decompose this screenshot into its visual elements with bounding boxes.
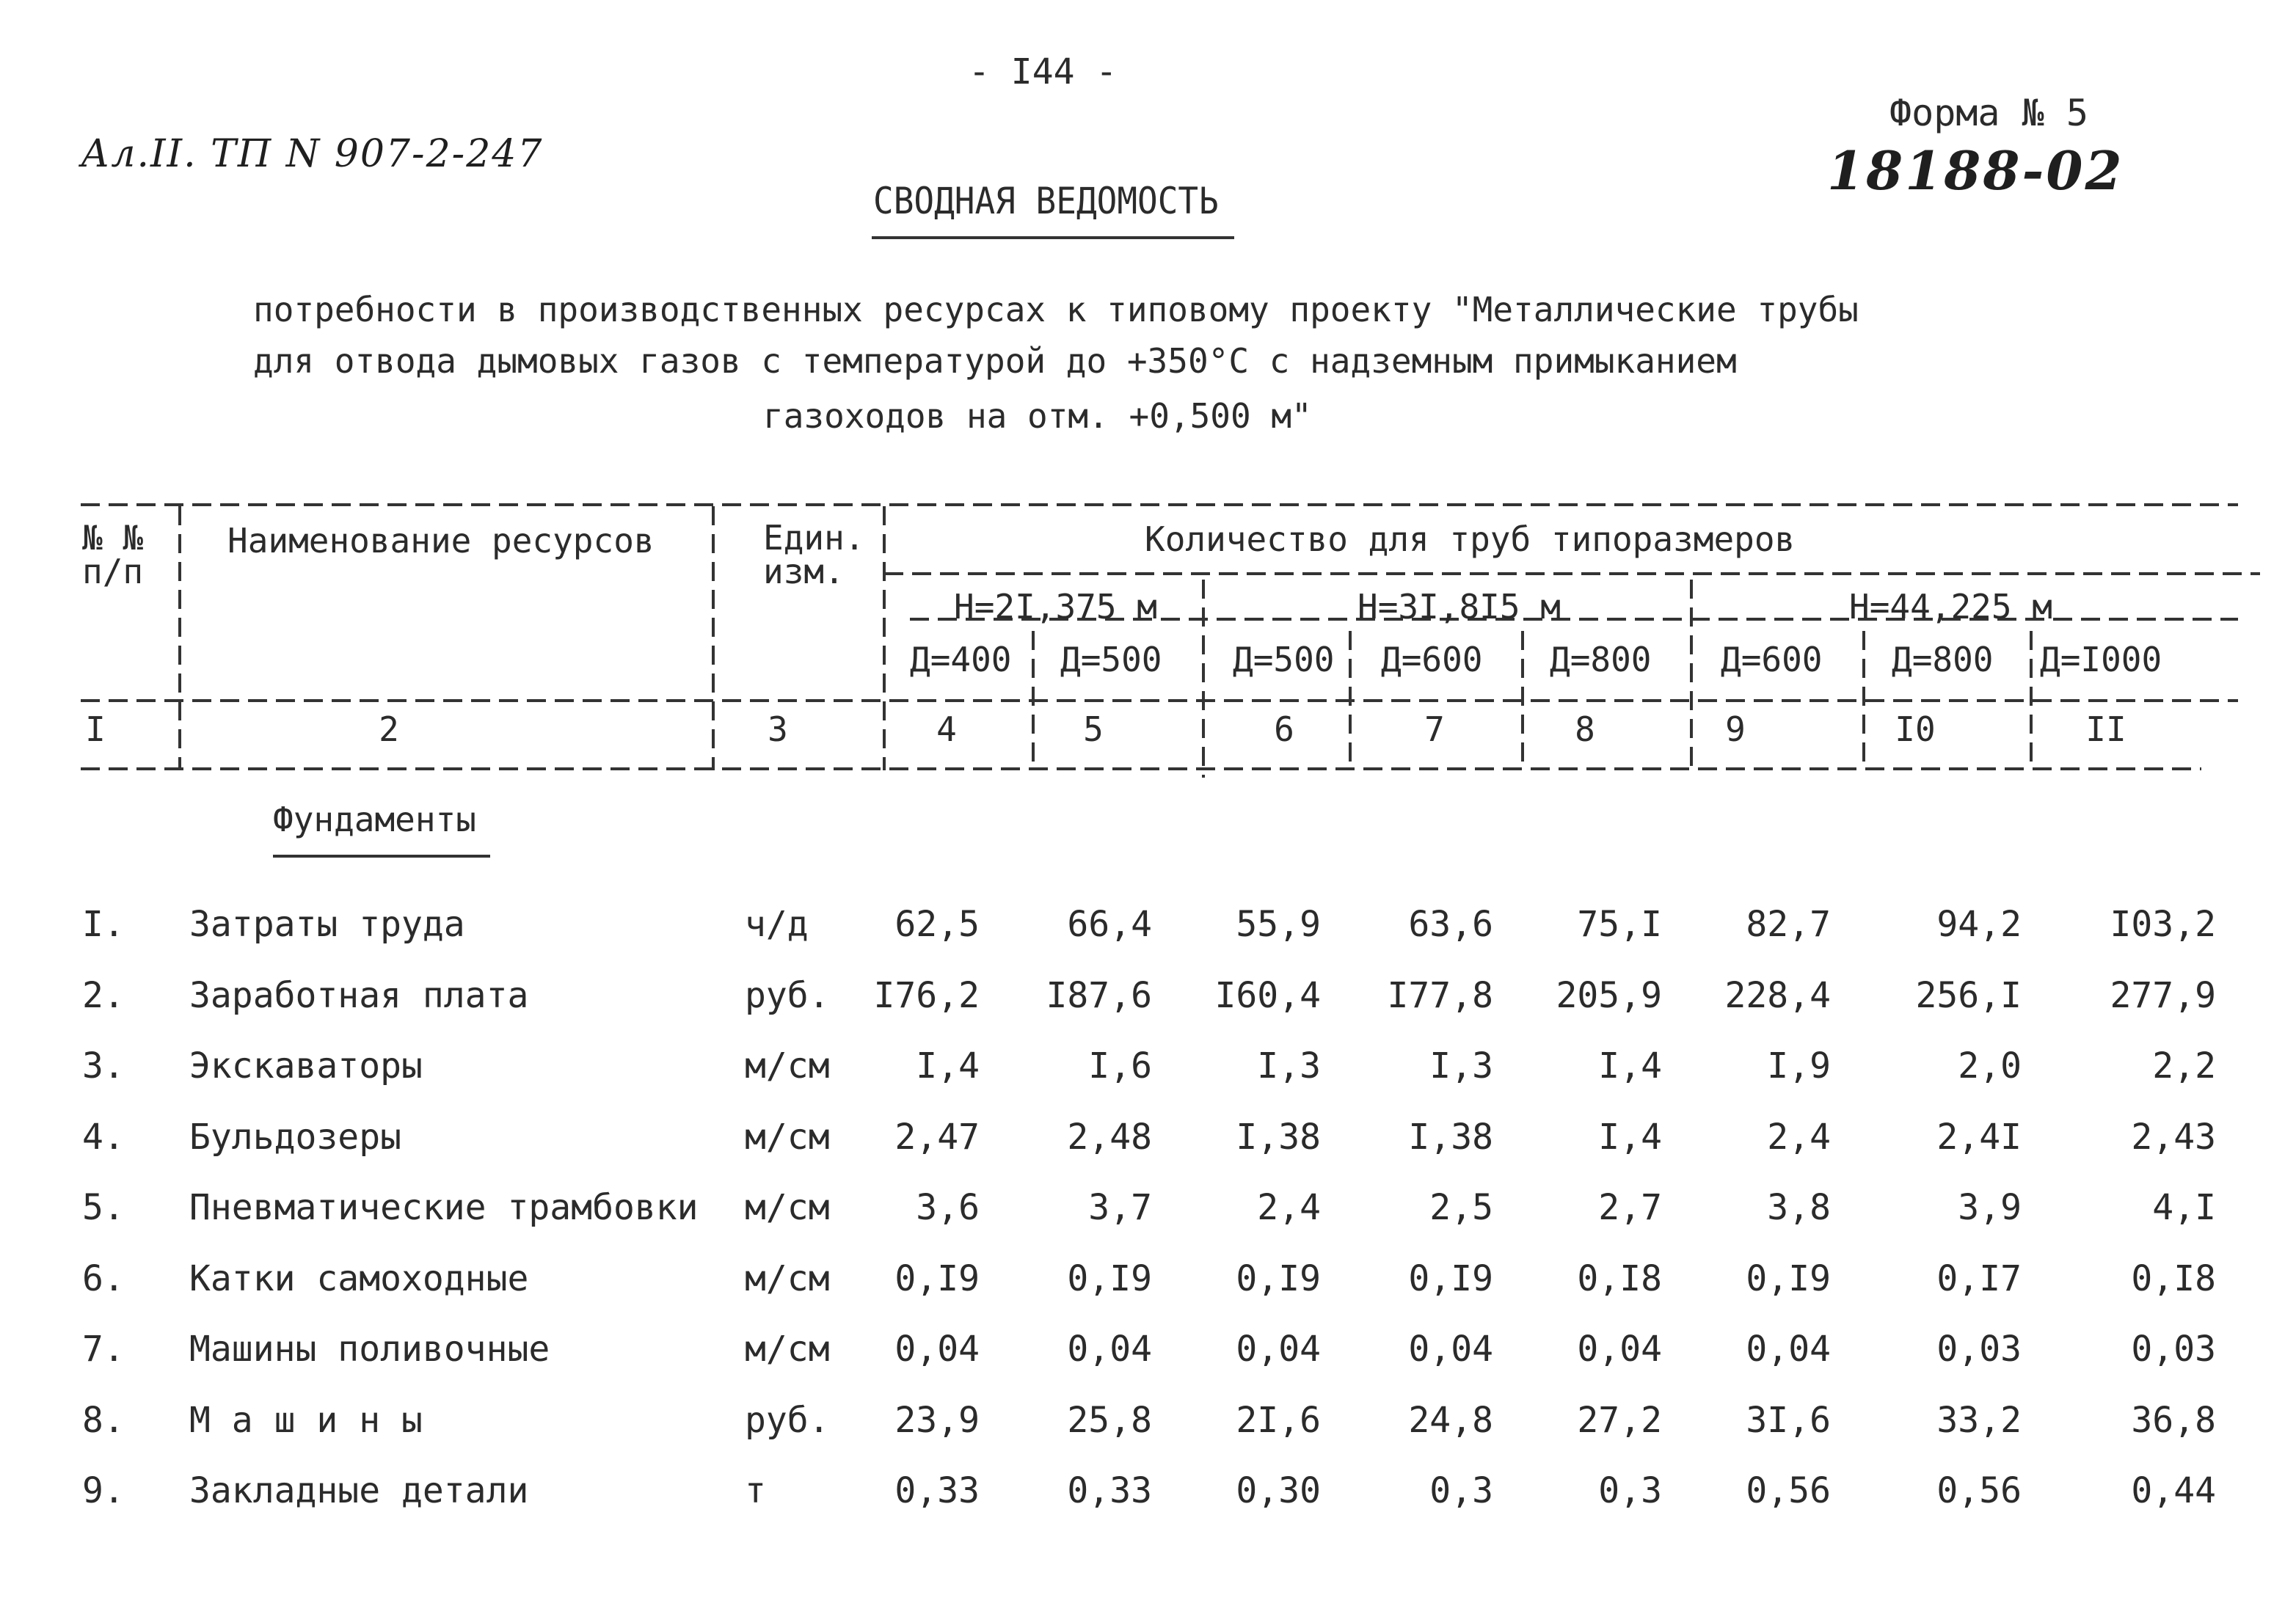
section-underline <box>273 855 490 858</box>
value-cell: I,6 <box>1088 1045 1152 1087</box>
value-cell: I,4 <box>1598 1117 1662 1158</box>
resource-name: Бульдозеры <box>189 1117 401 1158</box>
value-cell: 2,4 <box>1257 1187 1321 1228</box>
subtitle-line-3: газоходов на отм. +0,500 м" <box>763 396 1312 436</box>
diameter-col7: Д=600 <box>1381 640 1483 679</box>
resource-name: Затраты труда <box>189 904 465 945</box>
value-cell: I60,4 <box>1214 975 1321 1016</box>
row-number: 5. <box>82 1187 125 1228</box>
value-cell: 3,7 <box>1088 1187 1152 1228</box>
value-cell: 0,04 <box>1408 1329 1493 1370</box>
value-cell: 3,9 <box>1958 1187 2022 1228</box>
value-cell: 0,I8 <box>2131 1258 2216 1299</box>
colnum-7: 7 <box>1424 709 1445 749</box>
colnum-3: 3 <box>768 709 788 749</box>
value-cell: 0,33 <box>894 1470 980 1511</box>
value-cell: 0,04 <box>1577 1329 1662 1370</box>
colnum-1: I <box>85 709 106 749</box>
colnum-5: 5 <box>1083 709 1104 749</box>
value-cell: 0,03 <box>2131 1329 2216 1370</box>
value-cell: I77,8 <box>1387 975 1493 1016</box>
value-cell: 24,8 <box>1408 1400 1493 1441</box>
value-cell: I87,6 <box>1046 975 1152 1016</box>
value-cell: 2,4I <box>1936 1117 2022 1158</box>
value-cell: 2,7 <box>1598 1187 1662 1228</box>
row-number: 2. <box>82 975 125 1016</box>
value-cell: 205,9 <box>1556 975 1662 1016</box>
row-number: 7. <box>82 1329 125 1370</box>
row-number: 9. <box>82 1470 125 1511</box>
value-cell: 23,9 <box>894 1400 980 1441</box>
unit-cell: м/см <box>745 1258 830 1299</box>
value-cell: 0,33 <box>1067 1470 1152 1511</box>
page-number: - I44 - <box>969 51 1118 92</box>
value-cell: 3,8 <box>1767 1187 1831 1228</box>
colnum-10: I0 <box>1895 709 1936 749</box>
value-cell: 3,6 <box>916 1187 980 1228</box>
row-number: 8. <box>82 1400 125 1441</box>
value-cell: 82,7 <box>1746 904 1831 945</box>
value-cell: 2,48 <box>1067 1117 1152 1158</box>
value-cell: I,4 <box>916 1045 980 1087</box>
form-label: Форма № 5 <box>1889 92 2088 134</box>
row-number: 6. <box>82 1258 125 1299</box>
resource-name: Экскаваторы <box>189 1045 423 1087</box>
value-cell: 2I,6 <box>1236 1400 1321 1441</box>
value-cell: 277,9 <box>2110 975 2216 1016</box>
value-cell: 27,2 <box>1577 1400 1662 1441</box>
colnum-6: 6 <box>1274 709 1294 749</box>
value-cell: 62,5 <box>894 904 980 945</box>
value-cell: 0,04 <box>894 1329 980 1370</box>
header-num: № № п/п <box>82 518 144 591</box>
value-cell: 66,4 <box>1067 904 1152 945</box>
document-title: СВОДНАЯ ВЕДОМОСТЬ <box>873 180 1219 222</box>
value-cell: 36,8 <box>2131 1400 2216 1441</box>
value-cell: 0,I8 <box>1577 1258 1662 1299</box>
resource-name: Заработная плата <box>189 975 529 1016</box>
value-cell: 0,I9 <box>1408 1258 1493 1299</box>
unit-cell: руб. <box>745 975 830 1016</box>
value-cell: I03,2 <box>2110 904 2216 945</box>
value-cell: 0,I9 <box>894 1258 980 1299</box>
unit-cell: м/см <box>745 1329 830 1370</box>
value-cell: I,38 <box>1408 1117 1493 1158</box>
subtitle-line-1: потребности в производственных ресурсах к типовому проекту "Металлические трубы <box>253 290 1859 329</box>
value-cell: 256,I <box>1915 975 2022 1016</box>
header-quantity: Количество для труб типоразмеров <box>1145 519 1796 559</box>
value-cell: 2,47 <box>894 1117 980 1158</box>
colnum-11: II <box>2085 709 2126 749</box>
value-cell: 0,04 <box>1746 1329 1831 1370</box>
handwritten-reference: Ал.II. ТП N 907-2-247 <box>81 132 544 176</box>
unit-cell: ч/д <box>745 904 809 945</box>
value-cell: 0,I9 <box>1236 1258 1321 1299</box>
value-cell: 0,56 <box>1936 1470 2022 1511</box>
value-cell: 2,0 <box>1958 1045 2022 1087</box>
value-cell: I,38 <box>1236 1117 1321 1158</box>
value-cell: I,3 <box>1257 1045 1321 1087</box>
value-cell: I,3 <box>1429 1045 1493 1087</box>
form-number: 18188-02 <box>1827 139 2124 202</box>
value-cell: 0,I9 <box>1067 1258 1152 1299</box>
resource-name: Закладные детали <box>189 1470 529 1511</box>
group-h2: Н=3I,8I5 м <box>1357 587 1561 627</box>
value-cell: 0,44 <box>2131 1470 2216 1511</box>
value-cell: 0,I9 <box>1746 1258 1831 1299</box>
resource-name: Пневматические трамбовки <box>189 1187 699 1228</box>
group-h3: Н=44,225 м <box>1849 587 2052 627</box>
value-cell: 0,04 <box>1067 1329 1152 1370</box>
resource-name: Катки самоходные <box>189 1258 529 1299</box>
colnum-9: 9 <box>1725 709 1746 749</box>
subtitle-line-2: для отвода дымовых газов с температурой до +350°С с надземным примыканием <box>253 341 1737 381</box>
value-cell: I,4 <box>1598 1045 1662 1087</box>
value-cell: I,9 <box>1767 1045 1831 1087</box>
value-cell: 2,5 <box>1429 1187 1493 1228</box>
value-cell: 0,I7 <box>1936 1258 2022 1299</box>
resource-name: М а ш и н ы <box>189 1400 423 1441</box>
resource-name: Машины поливочные <box>189 1329 550 1370</box>
value-cell: 4,I <box>2152 1187 2216 1228</box>
value-cell: 33,2 <box>1936 1400 2022 1441</box>
unit-cell: т <box>745 1470 766 1511</box>
value-cell: 2,2 <box>2152 1045 2216 1087</box>
value-cell: 0,30 <box>1236 1470 1321 1511</box>
header-name: Наименование ресурсов <box>227 521 655 560</box>
colnum-2: 2 <box>379 709 399 749</box>
value-cell: 0,04 <box>1236 1329 1321 1370</box>
colnum-8: 8 <box>1575 709 1595 749</box>
header-unit: Един. изм. <box>763 518 865 591</box>
value-cell: 63,6 <box>1408 904 1493 945</box>
unit-cell: м/см <box>745 1117 830 1158</box>
unit-cell: м/см <box>745 1187 830 1228</box>
value-cell: 2,4 <box>1767 1117 1831 1158</box>
diameter-col6: Д=500 <box>1233 640 1335 679</box>
diameter-col5: Д=500 <box>1060 640 1162 679</box>
value-cell: 0,03 <box>1936 1329 2022 1370</box>
value-cell: 25,8 <box>1067 1400 1152 1441</box>
value-cell: 94,2 <box>1936 904 2022 945</box>
diameter-col4: Д=400 <box>910 640 1012 679</box>
value-cell: 3I,6 <box>1746 1400 1831 1441</box>
value-cell: 2,43 <box>2131 1117 2216 1158</box>
diameter-col10: Д=800 <box>1892 640 1994 679</box>
unit-cell: м/см <box>745 1045 830 1087</box>
value-cell: 75,I <box>1577 904 1662 945</box>
value-cell: 55,9 <box>1236 904 1321 945</box>
group-h1: Н=2I,375 м <box>954 587 1157 627</box>
value-cell: 228,4 <box>1724 975 1831 1016</box>
value-cell: 0,56 <box>1746 1470 1831 1511</box>
value-cell: I76,2 <box>873 975 980 1016</box>
value-cell: 0,3 <box>1598 1470 1662 1511</box>
row-number: I. <box>82 904 125 945</box>
row-number: 3. <box>82 1045 125 1087</box>
row-number: 4. <box>82 1117 125 1158</box>
diameter-col11: Д=I000 <box>2040 640 2162 679</box>
diameter-col9: Д=600 <box>1721 640 1823 679</box>
colnum-4: 4 <box>936 709 957 749</box>
value-cell: 0,3 <box>1429 1470 1493 1511</box>
section-title: Фундаменты <box>273 800 476 839</box>
unit-cell: руб. <box>745 1400 830 1441</box>
diameter-col8: Д=800 <box>1550 640 1652 679</box>
